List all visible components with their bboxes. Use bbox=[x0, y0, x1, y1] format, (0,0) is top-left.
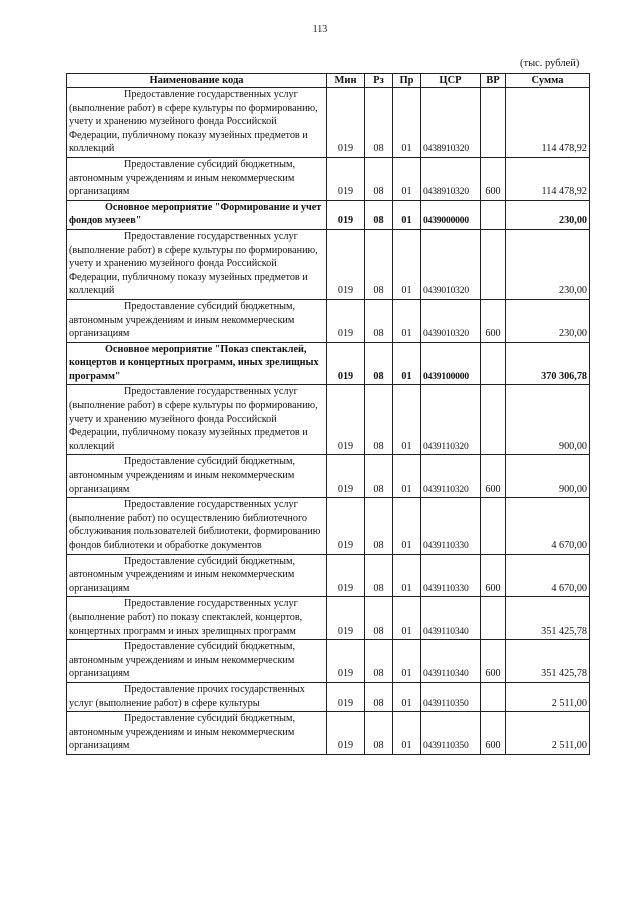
cell-vr bbox=[481, 682, 506, 711]
table-row bbox=[67, 597, 590, 640]
cell-pr: 01 bbox=[393, 597, 421, 640]
page-number: 113 bbox=[312, 24, 328, 35]
table-row bbox=[67, 157, 590, 200]
cell-pr: 01 bbox=[393, 157, 421, 200]
table-row bbox=[67, 712, 590, 755]
cell-pr: 01 bbox=[393, 385, 421, 455]
cell-vr bbox=[481, 200, 506, 229]
cell-name: Предоставление государственных услуг (выполнение работ) в сфере культуры по формированию, учету и хранению музейного фонда Российской Федерации, публичному показу музейных предметов и коллекций bbox=[67, 229, 327, 299]
cell-sum: 900,00 bbox=[506, 385, 590, 455]
cell-min: 019 bbox=[327, 712, 365, 755]
cell-vr bbox=[481, 498, 506, 554]
header-vr: ВР bbox=[481, 74, 506, 88]
header-name: Наименование кода bbox=[67, 74, 327, 88]
cell-vr bbox=[481, 229, 506, 299]
cell-min: 019 bbox=[327, 455, 365, 498]
table-row bbox=[67, 682, 590, 711]
cell-pr: 01 bbox=[393, 229, 421, 299]
cell-vr bbox=[481, 342, 506, 385]
cell-vr bbox=[481, 88, 506, 158]
cell-rz: 08 bbox=[365, 229, 393, 299]
cell-pr: 01 bbox=[393, 498, 421, 554]
cell-vr: 600 bbox=[481, 712, 506, 755]
cell-vr: 600 bbox=[481, 299, 506, 342]
cell-name: Предоставление субсидий бюджетным, автономным учреждениям и иным некоммерческим организациям bbox=[67, 554, 327, 597]
cell-min: 019 bbox=[327, 200, 365, 229]
cell-min: 019 bbox=[327, 682, 365, 711]
header-csr: ЦСР bbox=[421, 74, 481, 88]
cell-csr: 0439010320 bbox=[421, 229, 481, 299]
cell-csr: 0439110350 bbox=[421, 682, 481, 711]
table-row bbox=[67, 554, 590, 597]
cell-csr: 0438910320 bbox=[421, 157, 481, 200]
cell-pr: 01 bbox=[393, 640, 421, 683]
cell-sum: 230,00 bbox=[506, 299, 590, 342]
table-row bbox=[67, 299, 590, 342]
cell-vr: 600 bbox=[481, 455, 506, 498]
header-sum: Сумма bbox=[506, 74, 590, 88]
cell-pr: 01 bbox=[393, 455, 421, 498]
cell-rz: 08 bbox=[365, 712, 393, 755]
cell-name: Основное мероприятие "Показ спектаклей, концертов и концертных программ, иных зрелищных программ" bbox=[67, 342, 327, 385]
cell-pr: 01 bbox=[393, 88, 421, 158]
cell-min: 019 bbox=[327, 342, 365, 385]
cell-sum: 351 425,78 bbox=[506, 597, 590, 640]
cell-pr: 01 bbox=[393, 342, 421, 385]
cell-rz: 08 bbox=[365, 342, 393, 385]
cell-sum: 370 306,78 bbox=[506, 342, 590, 385]
cell-min: 019 bbox=[327, 299, 365, 342]
cell-sum: 4 670,00 bbox=[506, 498, 590, 554]
cell-min: 019 bbox=[327, 554, 365, 597]
cell-sum: 4 670,00 bbox=[506, 554, 590, 597]
cell-rz: 08 bbox=[365, 299, 393, 342]
cell-vr bbox=[481, 597, 506, 640]
table-row bbox=[67, 385, 590, 455]
cell-min: 019 bbox=[327, 385, 365, 455]
cell-min: 019 bbox=[327, 157, 365, 200]
cell-csr: 0438910320 bbox=[421, 88, 481, 158]
cell-csr: 0439110350 bbox=[421, 712, 481, 755]
cell-rz: 08 bbox=[365, 455, 393, 498]
cell-sum: 114 478,92 bbox=[506, 157, 590, 200]
budget-table bbox=[66, 73, 590, 755]
cell-name: Предоставление прочих государственных услуг (выполнение работ) в сфере культуры bbox=[67, 682, 327, 711]
header-pr: Пр bbox=[393, 74, 421, 88]
cell-csr: 0439100000 bbox=[421, 342, 481, 385]
table-row bbox=[67, 498, 590, 554]
cell-min: 019 bbox=[327, 229, 365, 299]
table-row-section bbox=[67, 200, 590, 229]
cell-pr: 01 bbox=[393, 200, 421, 229]
cell-csr: 0439000000 bbox=[421, 200, 481, 229]
cell-sum: 230,00 bbox=[506, 200, 590, 229]
cell-name: Предоставление государственных услуг (выполнение работ) по показу спектаклей, концертов, концертных программ и иных зрелищных программ bbox=[67, 597, 327, 640]
cell-csr: 0439110320 bbox=[421, 385, 481, 455]
cell-name: Предоставление субсидий бюджетным, автономным учреждениям и иным некоммерческим организациям bbox=[67, 455, 327, 498]
table-row bbox=[67, 455, 590, 498]
cell-sum: 114 478,92 bbox=[506, 88, 590, 158]
cell-rz: 08 bbox=[365, 498, 393, 554]
units-label: (тыс. рублей) bbox=[520, 58, 580, 69]
cell-min: 019 bbox=[327, 597, 365, 640]
cell-vr: 600 bbox=[481, 157, 506, 200]
cell-csr: 0439110340 bbox=[421, 597, 481, 640]
cell-pr: 01 bbox=[393, 712, 421, 755]
cell-sum: 230,00 bbox=[506, 229, 590, 299]
table-row-section bbox=[67, 342, 590, 385]
table-header-row bbox=[67, 74, 590, 88]
cell-csr: 0439110340 bbox=[421, 640, 481, 683]
cell-name: Предоставление государственных услуг (выполнение работ) по осуществлению библиотечного обслуживания пользователей библиотеки, формированию фондов библиотеки и обработке документов bbox=[67, 498, 327, 554]
cell-rz: 08 bbox=[365, 682, 393, 711]
cell-name: Основное мероприятие "Формирование и учет фондов музеев" bbox=[67, 200, 327, 229]
cell-rz: 08 bbox=[365, 554, 393, 597]
cell-sum: 900,00 bbox=[506, 455, 590, 498]
table-row bbox=[67, 640, 590, 683]
cell-min: 019 bbox=[327, 498, 365, 554]
cell-rz: 08 bbox=[365, 157, 393, 200]
header-rz: Рз bbox=[365, 74, 393, 88]
cell-rz: 08 bbox=[365, 200, 393, 229]
header-min: Мин bbox=[327, 74, 365, 88]
cell-sum: 2 511,00 bbox=[506, 712, 590, 755]
cell-name: Предоставление субсидий бюджетным, автономным учреждениям и иным некоммерческим организациям bbox=[67, 640, 327, 683]
cell-vr: 600 bbox=[481, 554, 506, 597]
cell-rz: 08 bbox=[365, 385, 393, 455]
cell-name: Предоставление государственных услуг (выполнение работ) в сфере культуры по формированию, учету и хранению музейного фонда Российской Федерации, публичному показу музейных предметов и коллекций bbox=[67, 385, 327, 455]
cell-name: Предоставление субсидий бюджетным, автономным учреждениям и иным некоммерческим организациям bbox=[67, 299, 327, 342]
cell-name: Предоставление субсидий бюджетным, автономным учреждениям и иным некоммерческим организациям bbox=[67, 712, 327, 755]
cell-sum: 2 511,00 bbox=[506, 682, 590, 711]
cell-vr bbox=[481, 385, 506, 455]
cell-rz: 08 bbox=[365, 88, 393, 158]
cell-pr: 01 bbox=[393, 299, 421, 342]
table-row bbox=[67, 229, 590, 299]
cell-pr: 01 bbox=[393, 682, 421, 711]
cell-csr: 0439110320 bbox=[421, 455, 481, 498]
cell-vr: 600 bbox=[481, 640, 506, 683]
cell-csr: 0439110330 bbox=[421, 498, 481, 554]
cell-name: Предоставление субсидий бюджетным, автономным учреждениям и иным некоммерческим организациям bbox=[67, 157, 327, 200]
cell-sum: 351 425,78 bbox=[506, 640, 590, 683]
cell-csr: 0439010320 bbox=[421, 299, 481, 342]
cell-min: 019 bbox=[327, 640, 365, 683]
cell-rz: 08 bbox=[365, 597, 393, 640]
cell-min: 019 bbox=[327, 88, 365, 158]
cell-csr: 0439110330 bbox=[421, 554, 481, 597]
cell-name: Предоставление государственных услуг (выполнение работ) в сфере культуры по формированию, учету и хранению музейного фонда Российской Федерации, публичному показу музейных предметов и коллекций bbox=[67, 88, 327, 158]
cell-pr: 01 bbox=[393, 554, 421, 597]
cell-rz: 08 bbox=[365, 640, 393, 683]
table-row bbox=[67, 88, 590, 158]
